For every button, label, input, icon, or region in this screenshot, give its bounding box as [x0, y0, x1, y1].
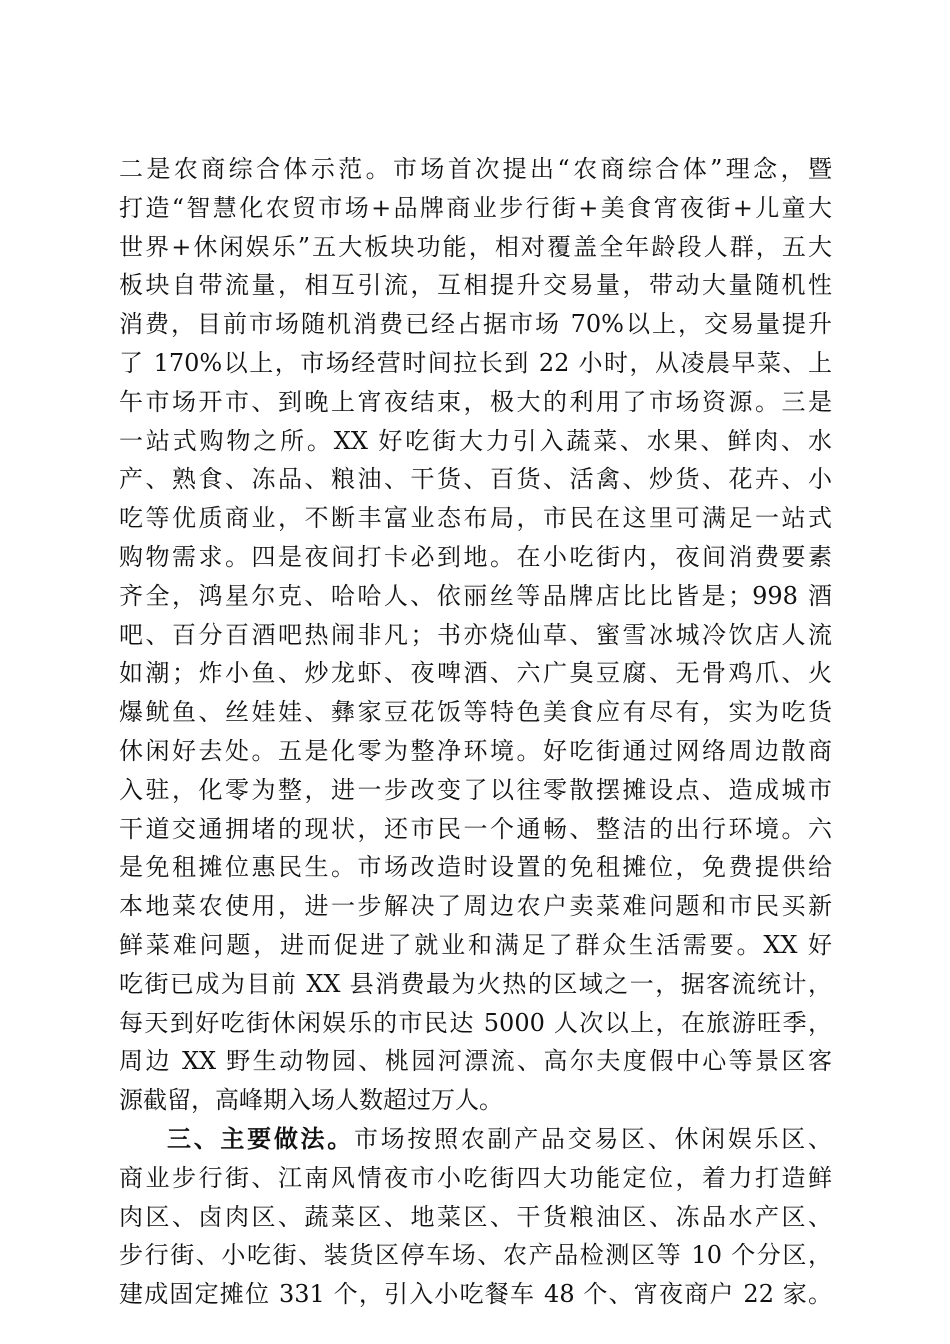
text-line: 源截留，高峰期入场人数超过万人。	[119, 1086, 503, 1115]
text-line: 建成固定摊位 331 个，引入小吃餐车 48 个、宵夜商户 22 家。	[119, 1280, 832, 1309]
text-line: 吃等优质商业，不断丰富业态布局，市民在这里可满足一站式	[119, 504, 832, 533]
text-line: 步行街、小吃街、装货区停车场、农产品检测区等 10 个分区，	[119, 1241, 832, 1270]
text-line: 爆鱿鱼、丝娃娃、彝家豆花饭等特色美食应有尽有，实为吃货	[119, 698, 832, 727]
text-line: 一站式购物之所。XX 好吃街大力引入蔬菜、水果、鲜肉、水	[119, 426, 832, 455]
section-heading: 三、主要做法。	[167, 1123, 354, 1153]
text-line: 二是农商综合体示范。市场首次提出“农商综合体”理念，暨	[119, 155, 832, 183]
text-line: 鲜菜难问题，进而促进了就业和满足了群众生活需要。XX 好	[119, 930, 832, 959]
text-line: 产、熟食、冻品、粮油、干货、百货、活禽、炒货、花卉、小	[119, 465, 832, 494]
text-line: 干道交通拥堵的现状，还市民一个通畅、整洁的出行环境。六	[119, 814, 832, 843]
paragraph-market-highlights	[119, 150, 832, 1120]
text-line: 每天到好吃街休闲娱乐的市民达 5000 人次以上，在旅游旺季，	[119, 1008, 832, 1037]
text-line: 打造“智慧化农贸市场+品牌商业步行街+美食宵夜街+儿童大	[119, 193, 832, 222]
text-line: 午市场开市、到晚上宵夜结束，极大的利用了市场资源。三是	[119, 387, 832, 416]
text-line: 本地菜农使用，进一步解决了周边农户卖菜难问题和市民买新	[119, 892, 832, 921]
text-run: 市场按照农副产品交易区、休闲娱乐区、	[353, 1124, 833, 1153]
text-line: 是免租摊位惠民生。市场改造时设置的免租摊位，免费提供给	[119, 853, 832, 882]
text-line: 周边 XX 野生动物园、桃园河漂流、高尔夫度假中心等景区客	[119, 1047, 832, 1076]
text-line: 如潮；炸小鱼、炒龙虾、夜啤酒、六广臭豆腐、无骨鸡爪、火	[119, 659, 832, 688]
text-line: 齐全，鸿星尔克、哈哈人、依丽丝等品牌店比比皆是；998 酒	[119, 581, 832, 610]
paragraph-main-practices	[119, 1120, 832, 1314]
text-line: 板块自带流量，相互引流，互相提升交易量，带动大量随机性	[119, 271, 832, 300]
text-line: 了 170%以上，市场经营时间拉长到 22 小时，从凌晨早菜、上	[119, 348, 832, 377]
text-line	[119, 1120, 832, 1159]
text-line: 吃街已成为目前 XX 县消费最为火热的区域之一，据客流统计，	[119, 969, 832, 998]
text-line: 入驻，化零为整，进一步改变了以往零散摆摊设点、造成城市	[119, 775, 832, 804]
document-body	[119, 150, 832, 1314]
text-line: 肉区、卤肉区、蔬菜区、地菜区、干货粮油区、冻品水产区、	[119, 1202, 832, 1231]
text-line: 世界+休闲娱乐”五大板块功能，相对覆盖全年龄段人群，五大	[119, 232, 832, 261]
text-line: 商业步行街、江南风情夜市小吃街四大功能定位，着力打造鲜	[119, 1163, 832, 1192]
text-line: 消费，目前市场随机消费已经占据市场 70%以上，交易量提升	[119, 310, 832, 339]
text-line: 购物需求。四是夜间打卡必到地。在小吃街内，夜间消费要素	[119, 542, 832, 571]
text-line: 吧、百分百酒吧热闹非凡；书亦烧仙草、蜜雪冰城冷饮店人流	[119, 620, 832, 649]
text-line: 休闲好去处。五是化零为整净环境。好吃街通过网络周边散商	[119, 736, 832, 765]
